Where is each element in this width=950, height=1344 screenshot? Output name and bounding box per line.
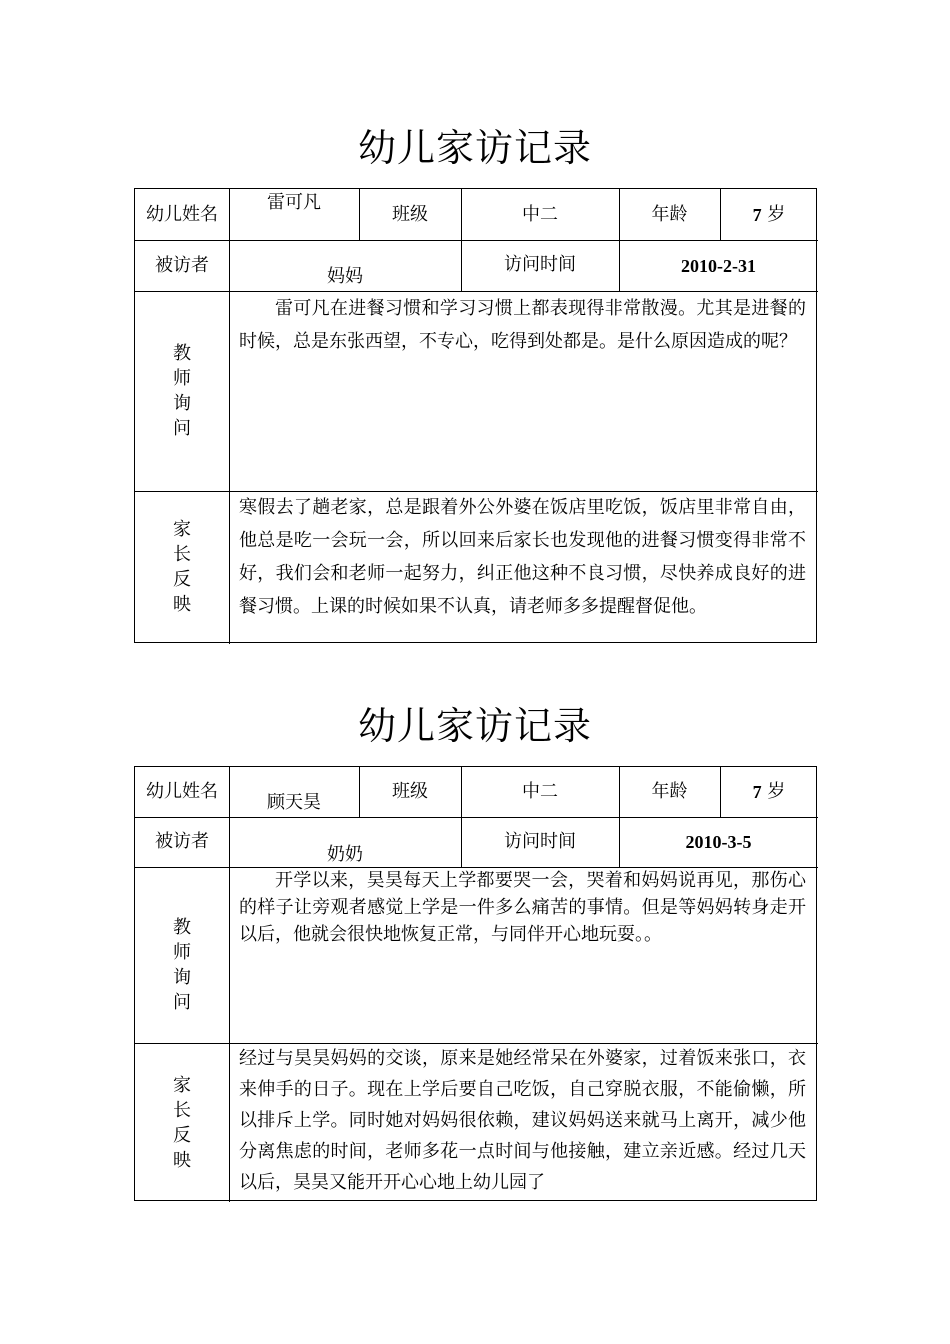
parent-feedback-text: 经过与昊昊妈妈的交谈，原来是她经常呆在外婆家，过着饭来张口，衣来伸手的日子。现在上学后要自己吃饭，自己穿脱衣服，不能偷懒，所以排斥上学。同时她对妈妈很依赖，建议妈妈送来就马上离开，减少他分离焦虑的时间，老师多花一点时间与他接触，建立亲近感。经过几天以后，昊昊又能开开心心地上幼儿园了 [239,1048,806,1193]
label-char: 询 [173,967,191,988]
record-title: 幼儿家访记录 [357,704,592,748]
child-name-value: 雷可凡 [267,192,321,213]
label-char: 长 [173,1100,191,1121]
child-name-value: 顾天昊 [267,792,321,813]
child-name-label: 幼儿姓名 [146,781,218,802]
parent-feedback-label [172,517,192,617]
label-char: 问 [173,418,191,439]
teacher-inquiry-text: 开学以来，昊昊每天上学都要哭一会，哭着和妈妈说再见，那伤心的样子让旁观者感觉上学是一件多么痛苦的事情。但是等妈妈转身走开以后，他就会很快地恢复正常，与同伴开心地玩耍。。 [239,870,806,945]
teacher-inquiry-text: 雷可凡在进餐习惯和学习习惯上都表现得非常散漫。尤其是进餐的时候，总是东张西望，不专心，吃得到处都是。是什么原因造成的呢？ [239,298,806,352]
interviewee-label: 被访者 [155,254,209,276]
class-label: 班级 [392,203,428,225]
label-char: 映 [173,594,191,615]
parent-feedback-label [172,1073,192,1173]
record-table [134,766,817,1201]
class-value: 中二 [522,781,558,802]
age-unit: 岁 [767,781,786,802]
teacher-inquiry-label [172,915,192,1015]
label-char: 长 [173,544,191,565]
visit-time-label: 访问时间 [504,831,576,852]
interviewee-value: 妈妈 [327,266,363,287]
visit-time-value: 2010-2-31 [681,255,756,276]
record-table [134,188,817,643]
age-value [720,189,818,240]
label-char: 师 [173,368,191,389]
label-char: 教 [173,917,191,938]
label-char: 反 [173,569,191,590]
teacher-inquiry-label [172,341,192,441]
interviewee-value: 奶奶 [327,844,363,865]
col-divider [229,189,230,644]
interviewee-label: 被访者 [155,831,209,852]
record-title: 幼儿家访记录 [357,126,592,170]
label-char: 家 [173,519,191,540]
visit-time-label: 访问时间 [504,254,576,275]
class-label: 班级 [392,781,428,802]
child-name-label: 幼儿姓名 [146,203,218,225]
age-number: 7 [752,204,762,225]
class-value: 中二 [522,203,558,225]
age-unit: 岁 [767,203,786,225]
label-char: 映 [173,1150,191,1171]
age-label: 年龄 [651,203,688,225]
label-char: 家 [173,1075,191,1096]
visit-time-value: 2010-3-5 [685,832,752,852]
label-char: 教 [173,343,191,364]
age-value [720,767,818,817]
parent-feedback-text: 寒假去了趟老家，总是跟着外公外婆在饭店里吃饭，饭店里非常自由，他总是吃一会玩一会，所以回来后家长也发现他的进餐习惯变得非常不好，我们会和老师一起努力，纠正他这种不良习惯，尽快养成良好的进餐习惯。上课的时候如果不认真，请老师多多提醒督促他。 [239,497,806,617]
age-label: 年龄 [651,781,688,802]
label-char: 反 [173,1125,191,1146]
label-char: 师 [173,942,191,963]
col-divider [229,767,230,1202]
age-number: 7 [752,782,762,802]
label-char: 问 [173,992,191,1013]
label-char: 询 [173,393,191,414]
